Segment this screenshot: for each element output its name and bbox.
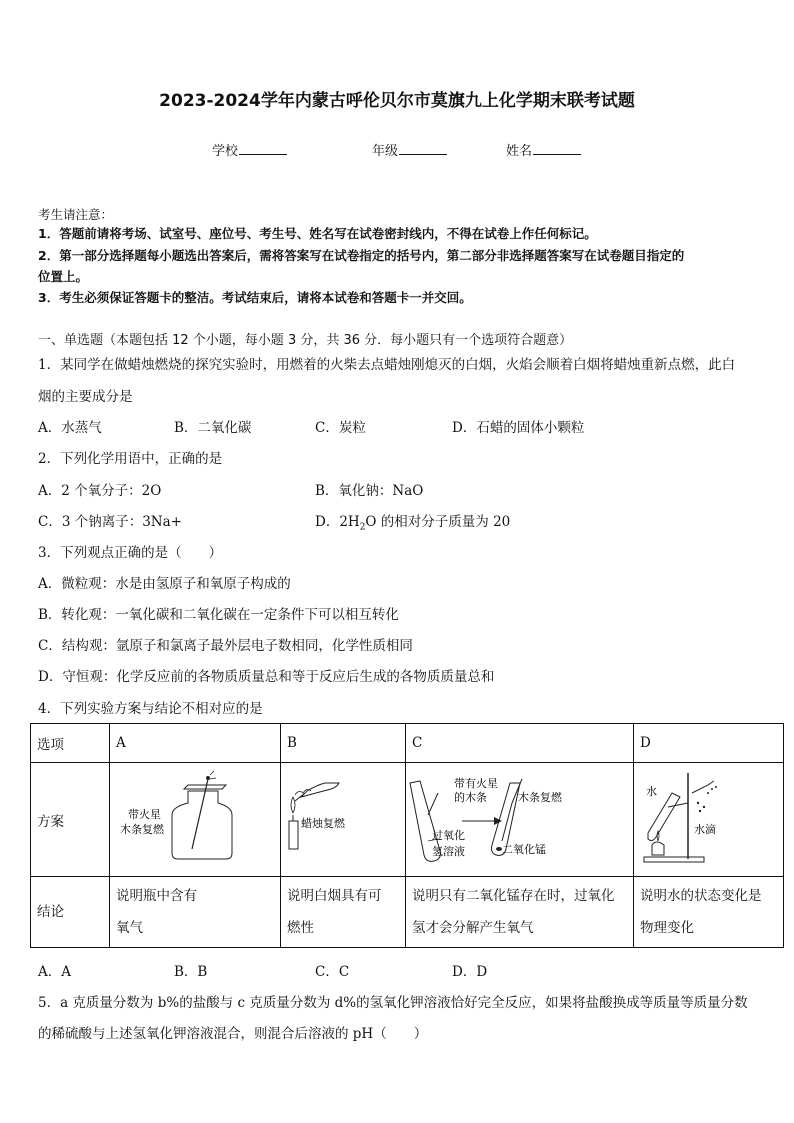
name-field: [506, 140, 581, 159]
name-blank[interactable]: [533, 142, 581, 155]
conclusion-cell-d: 说明水的状态变化是 物理变化: [634, 877, 784, 948]
notice-item: 位置上。: [38, 269, 89, 284]
table-header-cell: B: [281, 724, 406, 763]
figure-b-cell: [281, 763, 406, 877]
figure-c-cell: [406, 763, 634, 877]
q3-option-a: A．微粒观：水是由氢原子和氧原子构成的: [38, 576, 291, 592]
fig-a-label: 木条复燃: [120, 823, 164, 836]
fig-c-label: 氢溶液: [432, 845, 465, 858]
notice-heading: 考生请注意：: [38, 207, 114, 222]
conclusion-cell-a: 说明瓶中含有 氧气: [110, 877, 281, 948]
q3-option-b: B．转化观：一氧化碳和二氧化碳在一定条件下可以相互转化: [38, 607, 399, 623]
bottle-splint-figure: [110, 763, 280, 876]
fig-c-label: 过氧化: [432, 829, 465, 842]
table-header-cell: C: [406, 724, 634, 763]
name-label: 姓名: [506, 144, 533, 159]
fig-d-label: 水滴: [694, 823, 716, 836]
q2-option-c: C．3 个钠离子：3Na+: [38, 514, 182, 530]
q1-option-c: C．炭粒: [315, 420, 366, 436]
fig-c-label: 带有火星: [454, 777, 498, 790]
q2-option-a: A．2 个氧分子：2O: [38, 483, 162, 499]
table-header-cell: 选项: [31, 724, 110, 763]
q1-option-b: B．二氧化碳: [174, 420, 252, 436]
q1-option-a: A．水蒸气: [38, 420, 102, 436]
fig-c-label: 二氧化锰: [502, 843, 546, 856]
figure-a-cell: [110, 763, 281, 877]
test-tube-figure: [406, 763, 633, 876]
q2-stem: 2．下列化学用语中，正确的是: [38, 451, 223, 467]
fig-b-label: 蜡烛复燃: [301, 817, 345, 830]
school-label: 学校: [212, 144, 239, 159]
candle-figure: [281, 763, 405, 876]
fig-a-label: 带火星: [128, 808, 161, 821]
conclusion-cell-b: 说明白烟具有可 燃性: [281, 877, 406, 948]
section-heading: 一、单选题（本题包括 12 个小题，每小题 3 分，共 36 分．每小题只有一个选项符合题意）: [38, 333, 573, 348]
q4-option-b: B．B: [174, 964, 208, 980]
q2-option-b: B．氧化钠：NaO: [315, 483, 424, 499]
q5-stem-cont: 的稀硫酸与上述氢氧化钾溶液混合，则混合后溶液的 pH（ ）: [38, 1026, 428, 1042]
school-blank[interactable]: [239, 142, 287, 155]
q3-option-c: C．结构观：氩原子和氯离子最外层电子数相同，化学性质相同: [38, 638, 413, 654]
fig-d-label: 水: [646, 785, 657, 798]
school-field: [212, 140, 287, 159]
row-label-plan: 方案: [31, 763, 110, 877]
notice-item: 3．考生必须保证答题卡的整洁。考试结束后，请将本试卷和答题卡一并交回。: [38, 290, 472, 305]
q4-stem: 4．下列实验方案与结论不相对应的是: [38, 701, 263, 717]
q4-option-d: D．D: [452, 964, 488, 980]
q2-option-d: D．$2H_2O$ 的相对分子质量为 20: [315, 514, 511, 533]
figure-d-cell: [634, 763, 784, 877]
q4-option-a: A．A: [38, 964, 71, 980]
q1-option-d: D．石蜡的固体小颗粒: [452, 420, 585, 436]
page-title: 2023-2024学年内蒙古呼伦贝尔市莫旗九上化学期末联考试题: [159, 91, 635, 111]
heating-figure: [634, 763, 783, 876]
grade-label: 年级: [372, 144, 399, 159]
notice-item: 2．第一部分选择题每小题选出答案后，需将答案写在试卷指定的括号内，第二部分非选择题答案写在试卷题目指定的: [38, 248, 685, 263]
notice-item: 1．答题前请将考场、试室号、座位号、考生号、姓名写在试卷密封线内，不得在试卷上作任何标记。: [38, 226, 597, 241]
q1-stem: 1．某同学在做蜡烛燃烧的探究实验时，用燃着的火柴去点蜡烛刚熄灭的白烟，火焰会顺着白烟将蜡烛重新点燃，此白: [38, 357, 736, 373]
q4-option-c: C．C: [315, 964, 350, 980]
fig-c-label: 的木条: [454, 791, 487, 804]
q3-stem: 3．下列观点正确的是（ ）: [38, 545, 223, 561]
conclusion-cell-c: 说明只有二氧化锰存在时，过氧化 氢才会分解产生氧气: [406, 877, 634, 948]
table-header-cell: D: [634, 724, 784, 763]
q1-stem-cont: 烟的主要成分是: [38, 389, 133, 405]
q3-option-d: D．守恒观：化学反应前的各物质质量总和等于反应后生成的各物质质量总和: [38, 669, 495, 685]
table-header-cell: A: [110, 724, 281, 763]
experiment-table: [30, 723, 784, 948]
grade-blank[interactable]: [399, 142, 447, 155]
q5-stem: 5．a 克质量分数为 b%的盐酸与 c 克质量分数为 d%的氢氧化钾溶液恰好完全反应，如果将盐酸换成等质量等质量分数: [38, 995, 748, 1011]
fig-c-label: 木条复燃: [518, 791, 562, 804]
grade-field: [372, 140, 447, 159]
row-label-conclusion: 结论: [31, 877, 110, 948]
